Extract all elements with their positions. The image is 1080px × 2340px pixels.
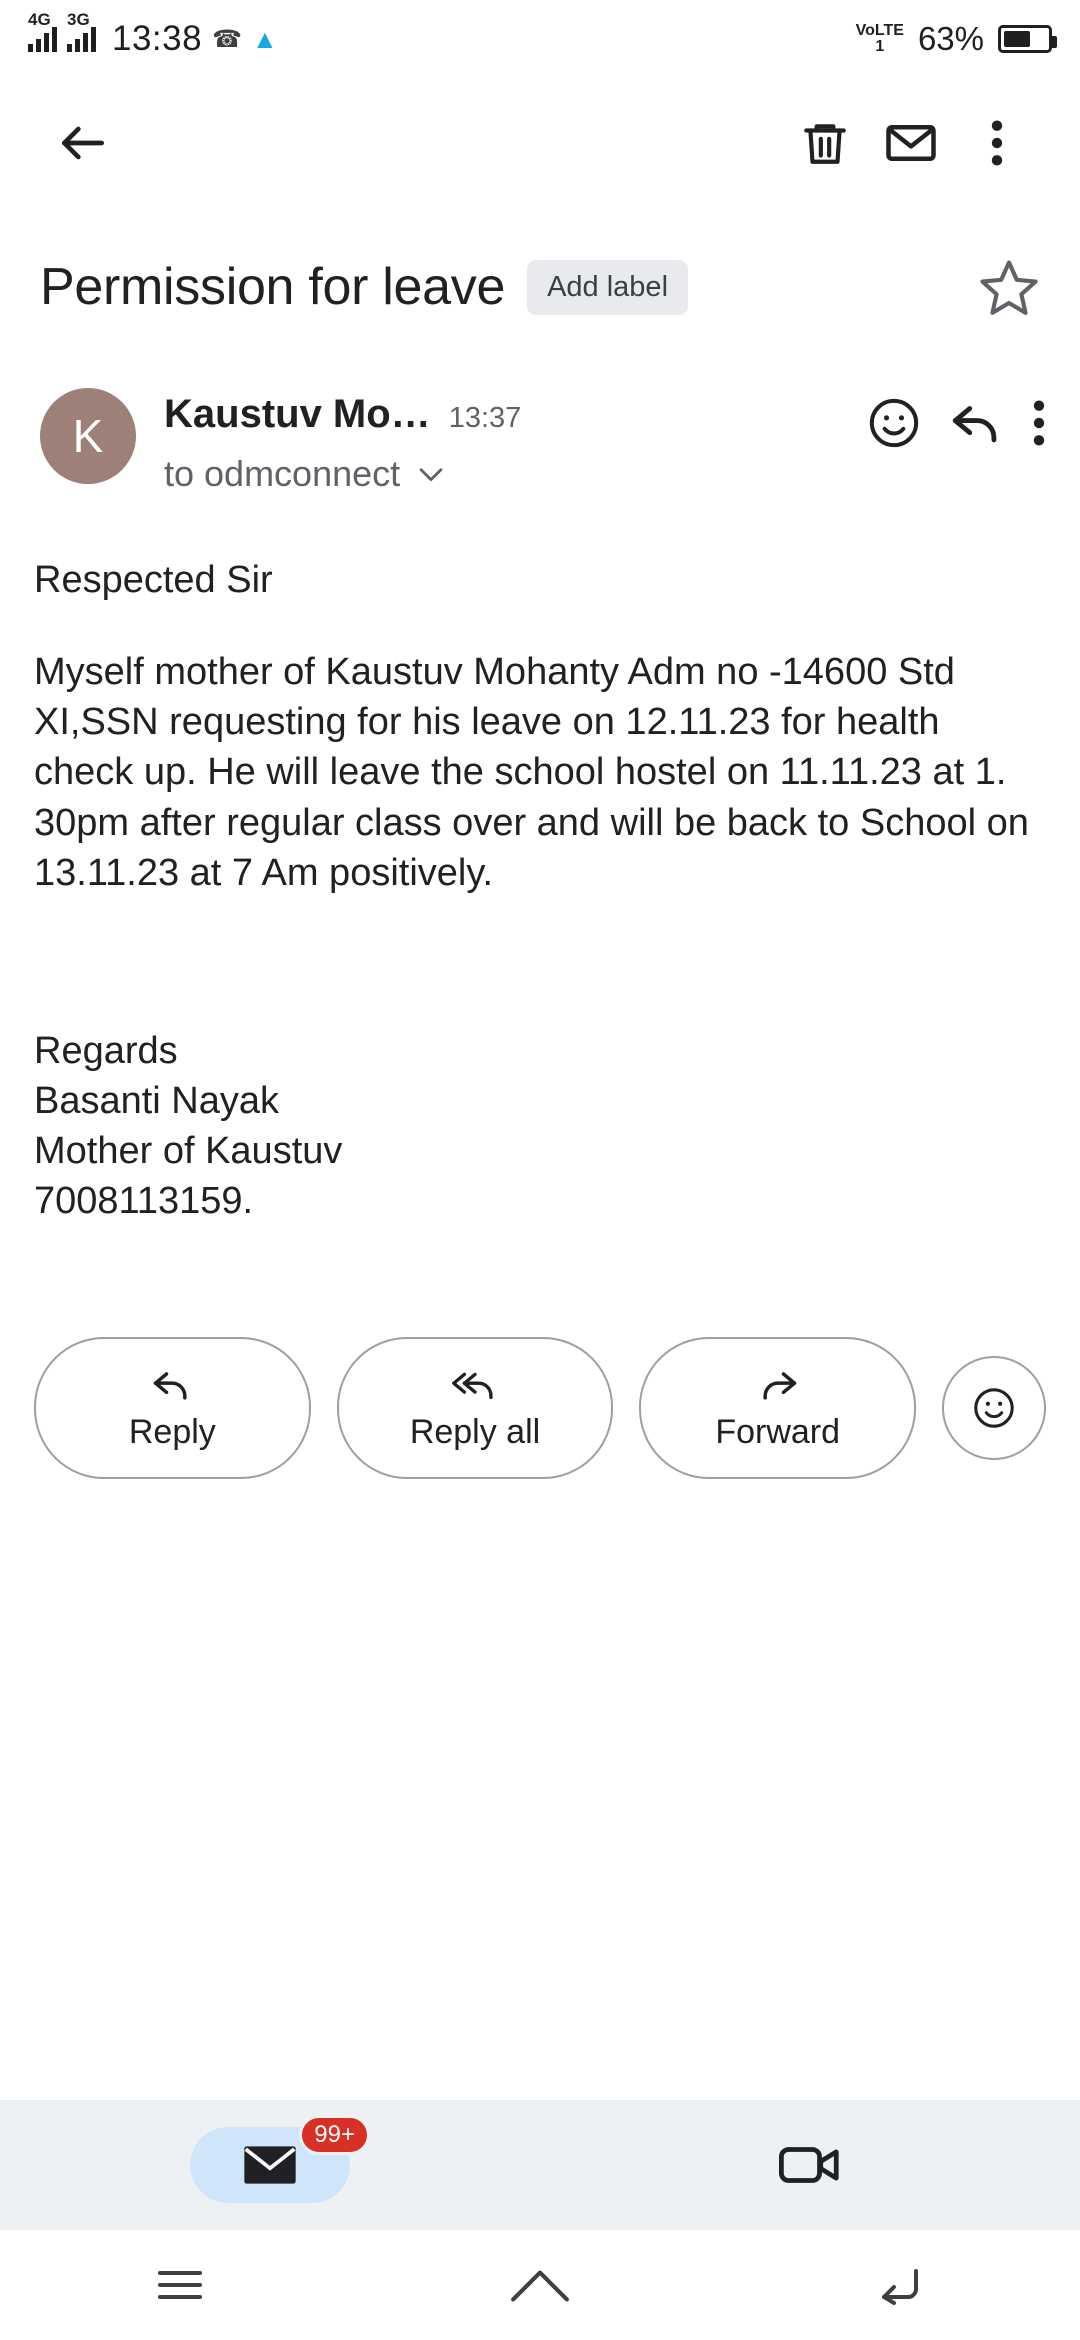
sim1-signal-icon — [28, 10, 57, 52]
message-time: 13:37 — [448, 402, 522, 434]
reply-button[interactable] — [34, 1337, 311, 1479]
reply-all-arrow-icon — [452, 1363, 498, 1407]
overflow-menu-button[interactable] — [954, 100, 1040, 186]
emoji-reaction-button[interactable] — [942, 1356, 1046, 1460]
reply-arrow-icon — [150, 1363, 194, 1407]
reply-button[interactable] — [948, 394, 1006, 452]
nav-item-meet[interactable] — [540, 2142, 1080, 2188]
nav-item-mail[interactable] — [0, 2121, 540, 2203]
message-body — [0, 495, 1080, 1227]
video-camera-icon — [779, 2142, 841, 2188]
signature-phone: 7008113159. — [34, 1180, 254, 1223]
envelope-icon — [242, 2143, 298, 2187]
avatar[interactable]: K — [40, 388, 136, 484]
app-toolbar — [0, 78, 1080, 208]
mail-unread-badge: 99+ — [299, 2115, 370, 2155]
battery-icon — [998, 25, 1052, 53]
body-paragraph: Myself mother of Kaustuv Mohanty Adm no -14600 Std XI,SSN requesting for his leave on 12.11.23 for health check up. He will leave the school hostel on 11.11.23 at 1. 30pm after regular class over and will be back to School on 13.11.23 at 7 Am positively. — [34, 651, 1029, 894]
recents-button[interactable] — [0, 2267, 360, 2303]
volte-icon: VoLTE 1 — [855, 22, 904, 55]
recipient-label: to odmconnect — [164, 453, 401, 494]
forward-button[interactable] — [639, 1337, 916, 1479]
signature-relation: Mother of Kaustuv — [34, 1130, 343, 1173]
status-bar — [0, 0, 1080, 78]
forward-arrow-icon — [756, 1363, 800, 1407]
reply-all-label: Reply all — [409, 1413, 541, 1452]
home-button[interactable] — [360, 2265, 720, 2305]
back-return-button[interactable] — [720, 2265, 1080, 2305]
status-bar-right — [856, 20, 1052, 58]
mark-unread-button[interactable] — [868, 100, 954, 186]
emoji-smiley-icon — [971, 1385, 1017, 1431]
sender-info — [164, 388, 521, 495]
reply-all-button[interactable] — [337, 1337, 614, 1479]
body-salutation: Respected Sir — [34, 559, 273, 601]
call-forward-icon: ☎ — [212, 25, 242, 53]
message-actions — [866, 388, 1046, 452]
bottom-navigation — [0, 2100, 1080, 2230]
delete-button[interactable] — [782, 100, 868, 186]
reply-action-bar — [0, 1337, 1080, 1479]
status-clock: 13:38 — [112, 19, 203, 58]
back-button[interactable] — [40, 100, 126, 186]
chevron-down-icon[interactable] — [414, 457, 448, 491]
sender-name[interactable]: Kaustuv Mo… — [164, 392, 431, 436]
subject-row — [0, 208, 1080, 318]
add-label-chip[interactable]: Add label — [527, 260, 688, 315]
star-button[interactable] — [978, 256, 1040, 318]
mail-tab-pill[interactable] — [190, 2121, 355, 2203]
reply-label: Reply — [128, 1413, 216, 1452]
system-navigation-bar — [0, 2230, 1080, 2340]
signature-name: Basanti Nayak — [34, 1080, 280, 1123]
message-overflow-button[interactable] — [1032, 397, 1046, 449]
sim2-network-label: 3G — [67, 10, 90, 29]
signature-regards: Regards — [34, 1029, 178, 1072]
status-bar-left — [28, 10, 278, 59]
battery-percent: 63% — [917, 20, 984, 57]
sim1-network-label: 4G — [28, 10, 51, 29]
page-title: Permission for leave — [40, 258, 506, 316]
emoji-smiley-icon[interactable] — [866, 395, 922, 451]
triangle-alert-icon: ▲ — [252, 23, 278, 54]
sim2-signal-icon — [67, 10, 96, 52]
forward-label: Forward — [715, 1413, 841, 1452]
sender-row — [0, 318, 1080, 495]
